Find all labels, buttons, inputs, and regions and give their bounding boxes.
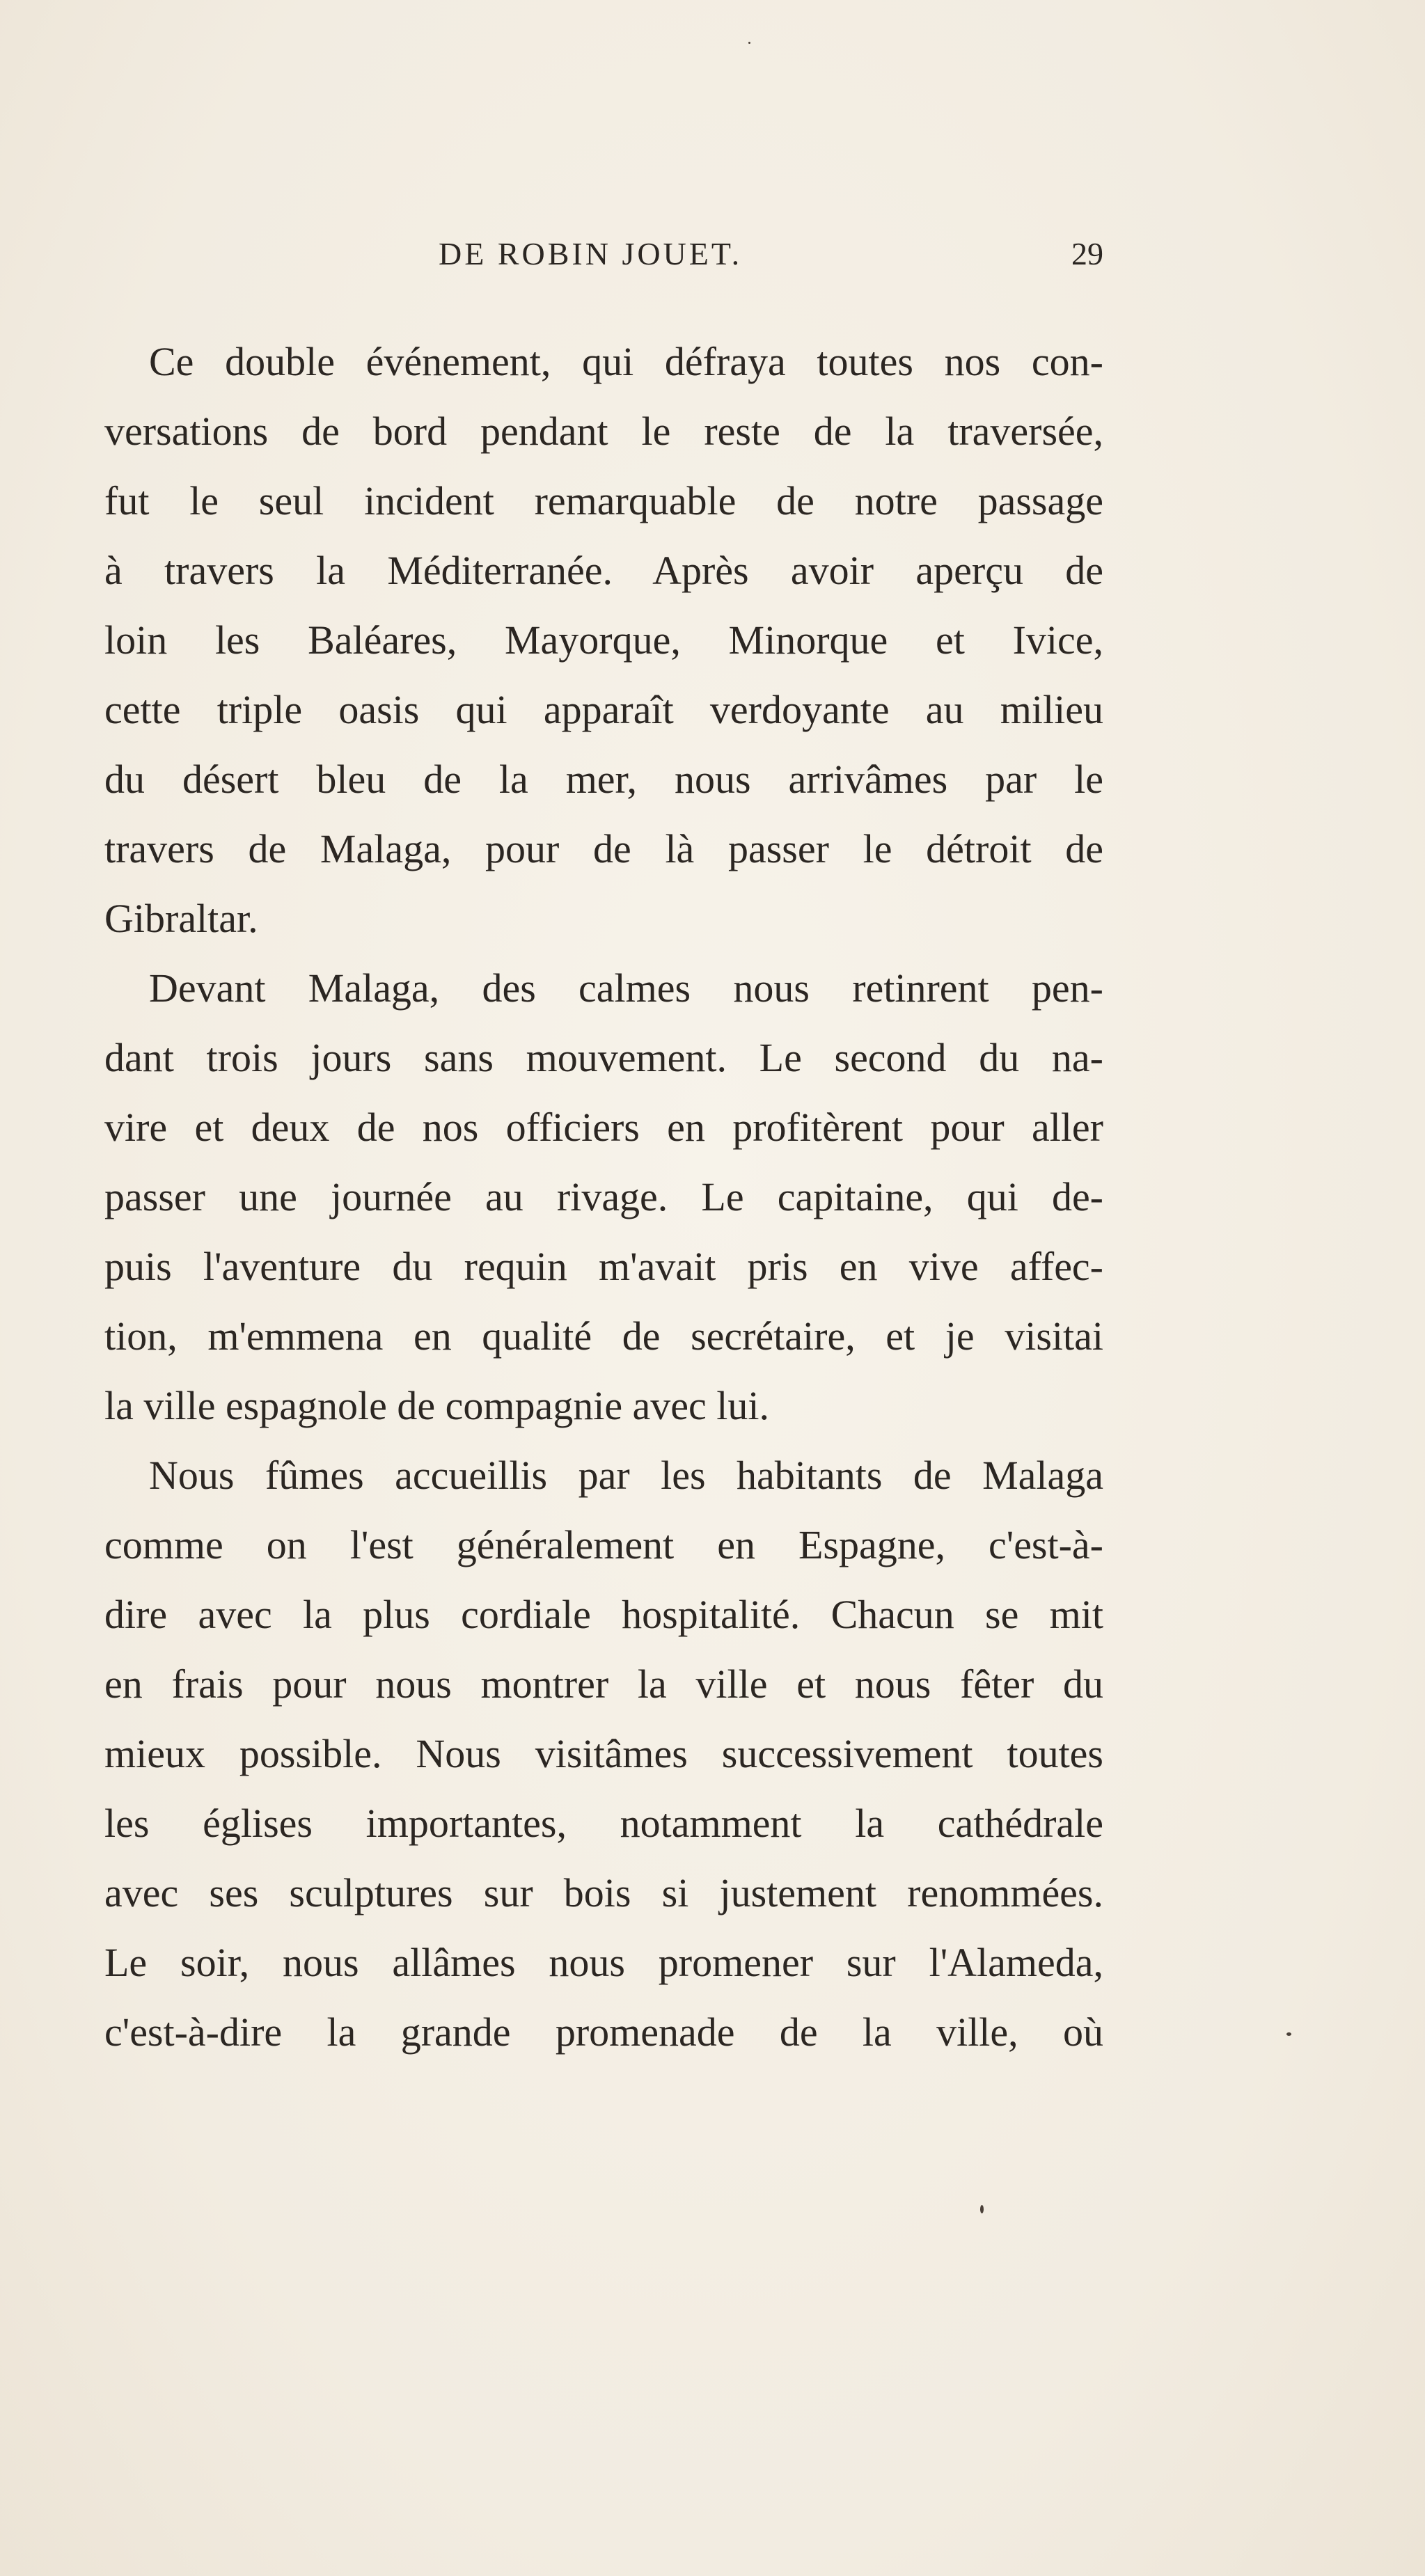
text-line: les églises importantes, notamment la cathédrale [104, 1801, 1103, 1846]
text-line: Devant Malaga, des calmes nous retinrent pen- [149, 965, 1103, 1011]
text-line: vire et deux de nos officiers en profitèrent pour aller [104, 1105, 1103, 1150]
paper-speck [980, 2205, 984, 2213]
text-line: Ce double événement, qui défraya toutes nos con- [149, 339, 1103, 384]
text-line: Le soir, nous allâmes nous promener sur l'Alameda, [104, 1940, 1103, 1985]
text-line: c'est-à-dire la grande promenade de la ville, où [104, 2009, 1103, 2055]
text-line: mieux possible. Nous visitâmes successivement toutes [104, 1731, 1103, 1776]
text-line: la ville espagnole de compagnie avec lui. [104, 1383, 770, 1428]
text-line: dire avec la plus cordiale hospitalité. Chacun se mit [104, 1592, 1103, 1637]
text-line: versations de bord pendant le reste de la traversée, [104, 409, 1103, 454]
paper-speck [748, 42, 750, 44]
text-line: comme on l'est généralement en Espagne, c'est-à- [104, 1522, 1103, 1567]
text-line: avec ses sculptures sur bois si justement renommées. [104, 1870, 1103, 1915]
text-line: cette triple oasis qui apparaît verdoyante au milieu [104, 687, 1103, 732]
text-line: tion, m'emmena en qualité de secrétaire, et je visitai [104, 1313, 1103, 1359]
paper-speck [1286, 2032, 1291, 2036]
text-line: à travers la Méditerranée. Après avoir aperçu de [104, 548, 1103, 593]
text-line: puis l'aventure du requin m'avait pris en vive affec- [104, 1244, 1103, 1289]
text-line: fut le seul incident remarquable de notre passage [104, 478, 1103, 523]
text-line: du désert bleu de la mer, nous arrivâmes par le [104, 757, 1103, 802]
text-line: travers de Malaga, pour de là passer le détroit de [104, 826, 1103, 871]
text-line: passer une journée au rivage. Le capitaine, qui de- [104, 1174, 1103, 1219]
text-line: Gibraltar. [104, 896, 258, 941]
text-line: dant trois jours sans mouvement. Le second du na- [104, 1035, 1103, 1080]
text-line: en frais pour nous montrer la ville et nous fêter du [104, 1661, 1103, 1707]
page-number: 29 [1071, 236, 1103, 271]
page-header [104, 235, 1103, 277]
text-line: loin les Baléares, Mayorque, Minorque et Ivice, [104, 617, 1103, 663]
text-line: Nous fûmes accueillis par les habitants de Malaga [149, 1453, 1103, 1498]
running-head: DE ROBIN JOUET. [439, 236, 743, 271]
